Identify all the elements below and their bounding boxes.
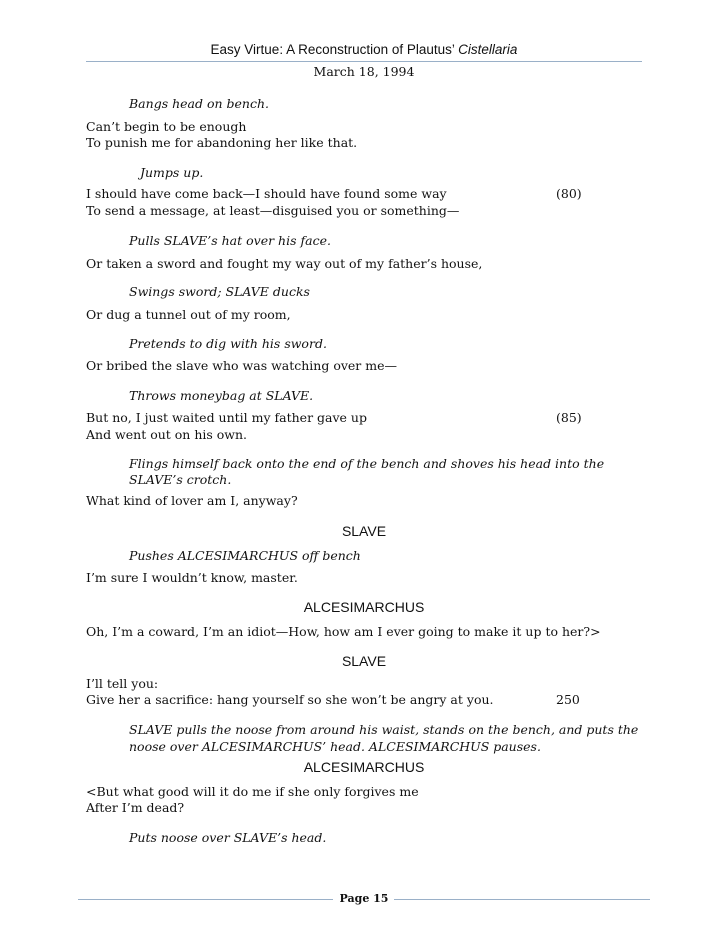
speaker-name: SLAVE [341, 523, 387, 539]
header-date: March 18, 1994 [313, 64, 415, 79]
line-number: 250 [556, 692, 580, 707]
dialogue-line: Give her a sacrifice: hang yourself so she won’t be angry at you. [86, 692, 494, 707]
dialogue-line: Or dug a tunnel out of my room, [86, 307, 291, 322]
speaker-name: ALCESIMARCHUS [303, 759, 425, 775]
dialogue-line: To send a message, at least—disguised you or something— [86, 203, 460, 218]
stage-direction: Jumps up. [140, 165, 204, 180]
footer-rule-left [78, 899, 333, 900]
stage-direction: Flings himself back onto the end of the bench and shoves his head into the [129, 456, 605, 471]
speaker-name: SLAVE [341, 653, 387, 669]
dialogue-line: But no, I just waited until my father gave up [86, 410, 367, 425]
stage-direction: SLAVE’s crotch. [129, 472, 232, 487]
dialogue-line: I’m sure I wouldn’t know, master. [86, 570, 298, 585]
dialogue-line: After I’m dead? [86, 800, 185, 815]
dialogue-line: And went out on his own. [86, 427, 248, 442]
line-number: (80) [556, 186, 582, 201]
stage-direction: Throws moneybag at SLAVE. [129, 388, 314, 403]
stage-direction: Pushes ALCESIMARCHUS off bench [129, 548, 361, 563]
stage-direction: noose over ALCESIMARCHUS’ head. ALCESIMARCHUS pauses. [129, 739, 541, 754]
header-rule [86, 61, 642, 62]
dialogue-line: To punish me for abandoning her like that. [86, 135, 358, 150]
dialogue-line: I should have come back—I should have found some way [86, 186, 447, 201]
dialogue-line: <But what good will it do me if she only forgives me [86, 784, 419, 799]
stage-direction: Pretends to dig with his sword. [129, 336, 327, 351]
dialogue-line: Can’t begin to be enough [86, 119, 247, 134]
stage-direction: Bangs head on bench. [129, 96, 269, 111]
speaker-name: ALCESIMARCHUS [303, 599, 425, 615]
dialogue-line: Or taken a sword and fought my way out of my father’s house, [86, 256, 483, 271]
stage-direction: Puts noose over SLAVE’s head. [129, 830, 327, 845]
dialogue-line: What kind of lover am I, anyway? [86, 493, 298, 508]
footer-rule-right [394, 899, 650, 900]
header-title-text: Easy Virtue: A Reconstruction of Plautus’ [210, 42, 459, 57]
dialogue-line: Or bribed the slave who was watching over me— [86, 358, 398, 373]
stage-direction: SLAVE pulls the noose from around his waist, stands on the bench, and puts the [129, 722, 639, 737]
dialogue-line: Oh, I’m a coward, I’m an idiot—How, how am I ever going to make it up to her?> [86, 624, 601, 639]
stage-direction: Swings sword; SLAVE ducks [129, 284, 310, 299]
header-title-italic: Cistellaria [458, 42, 518, 57]
dialogue-line: I’ll tell you: [86, 676, 159, 691]
stage-direction: Pulls SLAVE’s hat over his face. [129, 233, 331, 248]
page-number: Page 15 [339, 892, 389, 905]
line-number: (85) [556, 410, 582, 425]
running-header-title [0, 42, 728, 57]
